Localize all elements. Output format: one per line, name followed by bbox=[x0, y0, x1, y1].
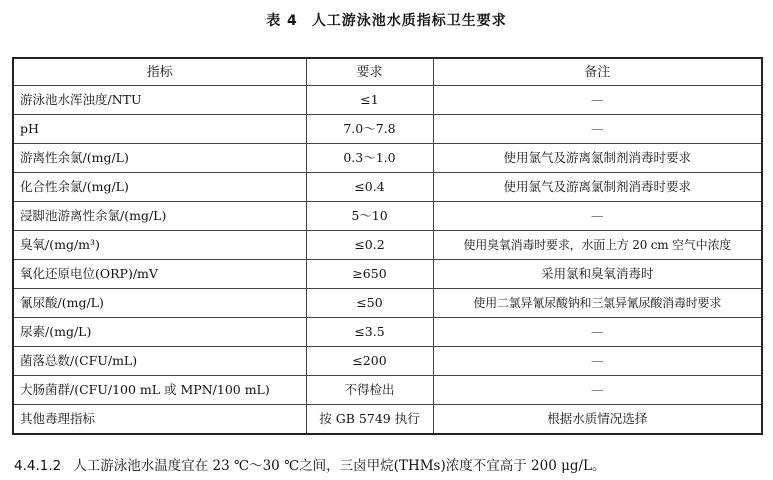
note-cell: 采用氯和臭氧消毒时 bbox=[433, 260, 762, 289]
note-cell: 使用臭氧消毒时要求，水面上方 20 cm 空气中浓度 bbox=[433, 231, 762, 260]
indicator-cell: 氰尿酸/(mg/L) bbox=[13, 289, 306, 318]
indicator-cell: 臭氧/(mg/m³) bbox=[13, 231, 306, 260]
indicator-cell: 浸脚池游离性余氯/(mg/L) bbox=[13, 202, 306, 231]
note-cell: 使用氯气及游离氯制剂消毒时要求 bbox=[433, 144, 762, 173]
note-cell: 使用二氯异氰尿酸钠和三氯异氰尿酸消毒时要求 bbox=[433, 289, 762, 318]
table-row bbox=[13, 347, 762, 376]
table-row bbox=[13, 376, 762, 405]
requirement-cell: ≤0.4 bbox=[306, 173, 433, 202]
indicator-cell: 其他毒理指标 bbox=[13, 405, 306, 435]
table-row bbox=[13, 202, 762, 231]
note-cell: 根据水质情况选择 bbox=[433, 405, 762, 435]
table-header-row bbox=[13, 58, 762, 86]
indicator-cell: 化合性余氯/(mg/L) bbox=[13, 173, 306, 202]
note-cell: — bbox=[433, 115, 762, 144]
requirement-cell: 7.0～7.8 bbox=[306, 115, 433, 144]
table-row bbox=[13, 231, 762, 260]
indicator-cell: 菌落总数/(CFU/mL) bbox=[13, 347, 306, 376]
note-cell: 使用氯气及游离氯制剂消毒时要求 bbox=[433, 173, 762, 202]
note-cell: — bbox=[433, 376, 762, 405]
requirement-cell: 5～10 bbox=[306, 202, 433, 231]
header-note: 备注 bbox=[433, 58, 762, 86]
clause-paragraph bbox=[14, 454, 606, 474]
indicator-cell: pH bbox=[13, 115, 306, 144]
table-row bbox=[13, 144, 762, 173]
requirement-cell: 按 GB 5749 执行 bbox=[306, 405, 433, 435]
header-indicator: 指标 bbox=[13, 58, 306, 86]
table-title: 人工游泳池水质指标卫生要求 bbox=[311, 13, 507, 29]
indicator-cell: 尿素/(mg/L) bbox=[13, 318, 306, 347]
clause-number: 4.4.1.2 bbox=[14, 458, 62, 474]
note-cell: — bbox=[433, 86, 762, 115]
note-cell: — bbox=[433, 202, 762, 231]
requirement-cell: 0.3～1.0 bbox=[306, 144, 433, 173]
indicator-cell: 氧化还原电位(ORP)/mV bbox=[13, 260, 306, 289]
water-quality-table bbox=[12, 57, 763, 435]
table-row bbox=[13, 260, 762, 289]
note-cell: — bbox=[433, 347, 762, 376]
table-row bbox=[13, 115, 762, 144]
header-requirement: 要求 bbox=[306, 58, 433, 86]
table-row bbox=[13, 289, 762, 318]
table-row bbox=[13, 318, 762, 347]
requirement-cell: ≤200 bbox=[306, 347, 433, 376]
indicator-cell: 游离性余氯/(mg/L) bbox=[13, 144, 306, 173]
clause-text: 人工游泳池水温度宜在 23 ℃～30 ℃之间，三卤甲烷(THMs)浓度不宜高于 200 μg/L。 bbox=[73, 458, 606, 474]
note-cell: — bbox=[433, 318, 762, 347]
table-number: 表 4 bbox=[266, 13, 298, 29]
indicator-cell: 游泳池水浑浊度/NTU bbox=[13, 86, 306, 115]
table-row bbox=[13, 86, 762, 115]
requirement-cell: ≤1 bbox=[306, 86, 433, 115]
table-row bbox=[13, 173, 762, 202]
requirement-cell: ≤3.5 bbox=[306, 318, 433, 347]
table-caption bbox=[0, 10, 773, 30]
indicator-cell: 大肠菌群/(CFU/100 mL 或 MPN/100 mL) bbox=[13, 376, 306, 405]
requirement-cell: ≤0.2 bbox=[306, 231, 433, 260]
table-row bbox=[13, 405, 762, 435]
requirement-cell: ≥650 bbox=[306, 260, 433, 289]
requirement-cell: 不得检出 bbox=[306, 376, 433, 405]
requirement-cell: ≤50 bbox=[306, 289, 433, 318]
